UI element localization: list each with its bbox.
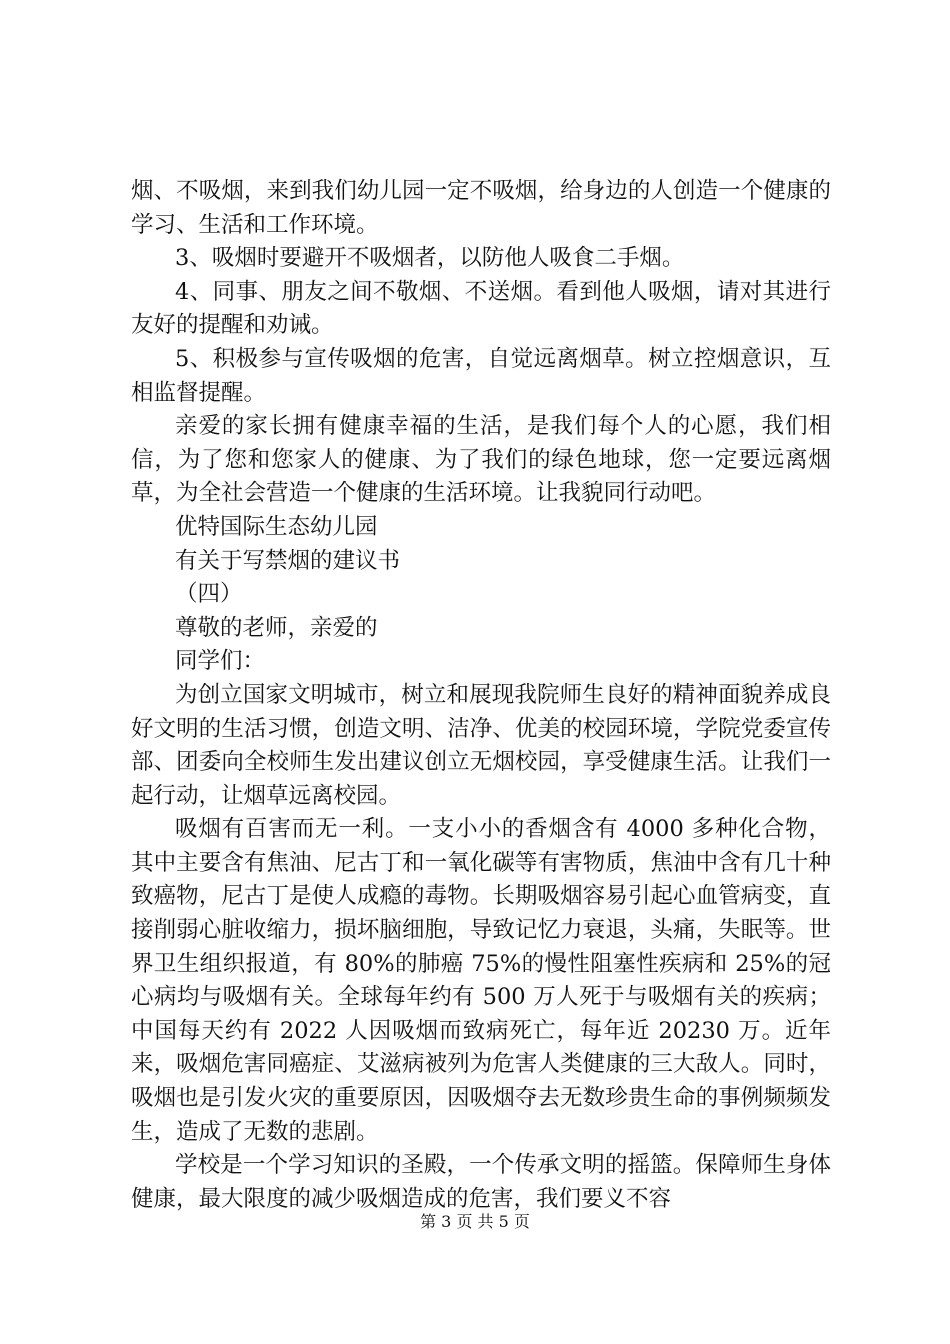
section-title: 有关于写禁烟的建议书: [175, 547, 401, 574]
page-footer: [0, 1212, 950, 1232]
salutation-line-2: 同学们：: [175, 648, 266, 675]
paragraph-item-4: 4、同事、朋友之间不敬烟、不送烟。看到他人吸烟，请对其进行友好的提醒和劝诫。: [131, 278, 831, 339]
paragraph-continuation: 烟、不吸烟，来到我们幼儿园一定不吸烟，给身边的人创造一个健康的学习、生活和工作环境。: [131, 178, 831, 238]
page-number: 第 3 页 共 5 页: [420, 1212, 530, 1231]
section-number: （四）: [175, 581, 243, 608]
paragraph-closing-appeal: 亲爱的家长拥有健康幸福的生活，是我们每个人的心愿，我们相信，为了您和您家人的健康、为了我们的绿色地球，您一定要远离烟草，为全社会营造一个健康的生活环境。让我貌同行动吧。: [131, 413, 831, 507]
paragraph-intro: 为创立国家文明城市，树立和展现我院师生良好的精神面貌养成良好文明的生活习惯，创造文明、洁净、优美的校园环境，学院党委宣传部、团委向全校师生发出建议创立无烟校园，享受健康生活。让我们一起行动，让烟草远离校园。: [131, 681, 831, 809]
paragraph-harms: 吸烟有百害而无一利。一支小小的香烟含有 4000 多种化合物，其中主要含有焦油、尼古丁和一氧化碳等有害物质，焦油中含有几十种致癌物，尼古丁是使人成瘾的毒物。长期吸烟容易引起心血管病变，直接削弱心脏收缩力，损坏脑细胞，导致记忆力衰退，头痛，失眠等。世界卫生组织报道，有 80%的肺癌 75%的慢性阻塞性疾病和 25%的冠心病均与吸烟有关。全球每年约有 500 万人死于与吸烟有关的疾病；中国每天约有 2022 人因吸烟而致病死亡，每年近 20230 万。近年来，吸烟危害同癌症、艾滋病被列为危害人类健康的三大敌人。同时，吸烟也是引发火灾的重要原因，因吸烟夺去无数珍贵生命的事例频频发生，造成了无数的悲剧。: [131, 816, 831, 1145]
paragraph-school: 学校是一个学习知识的圣殿，一个传承文明的摇篮。保障师生身体健康，最大限度的减少吸烟造成的危害，我们要义不容: [131, 1152, 831, 1212]
salutation-line-1: 尊敬的老师，亲爱的: [175, 614, 378, 641]
signature-kindergarten: 优特国际生态幼儿园: [175, 513, 378, 540]
paragraph-item-3: 3、吸烟时要避开不吸烟者，以防他人吸食二手烟。: [175, 245, 685, 272]
paragraph-item-5: 5、积极参与宣传吸烟的危害，自觉远离烟草。树立控烟意识，互相监督提醒。: [131, 345, 831, 406]
document-body: [131, 175, 831, 1216]
